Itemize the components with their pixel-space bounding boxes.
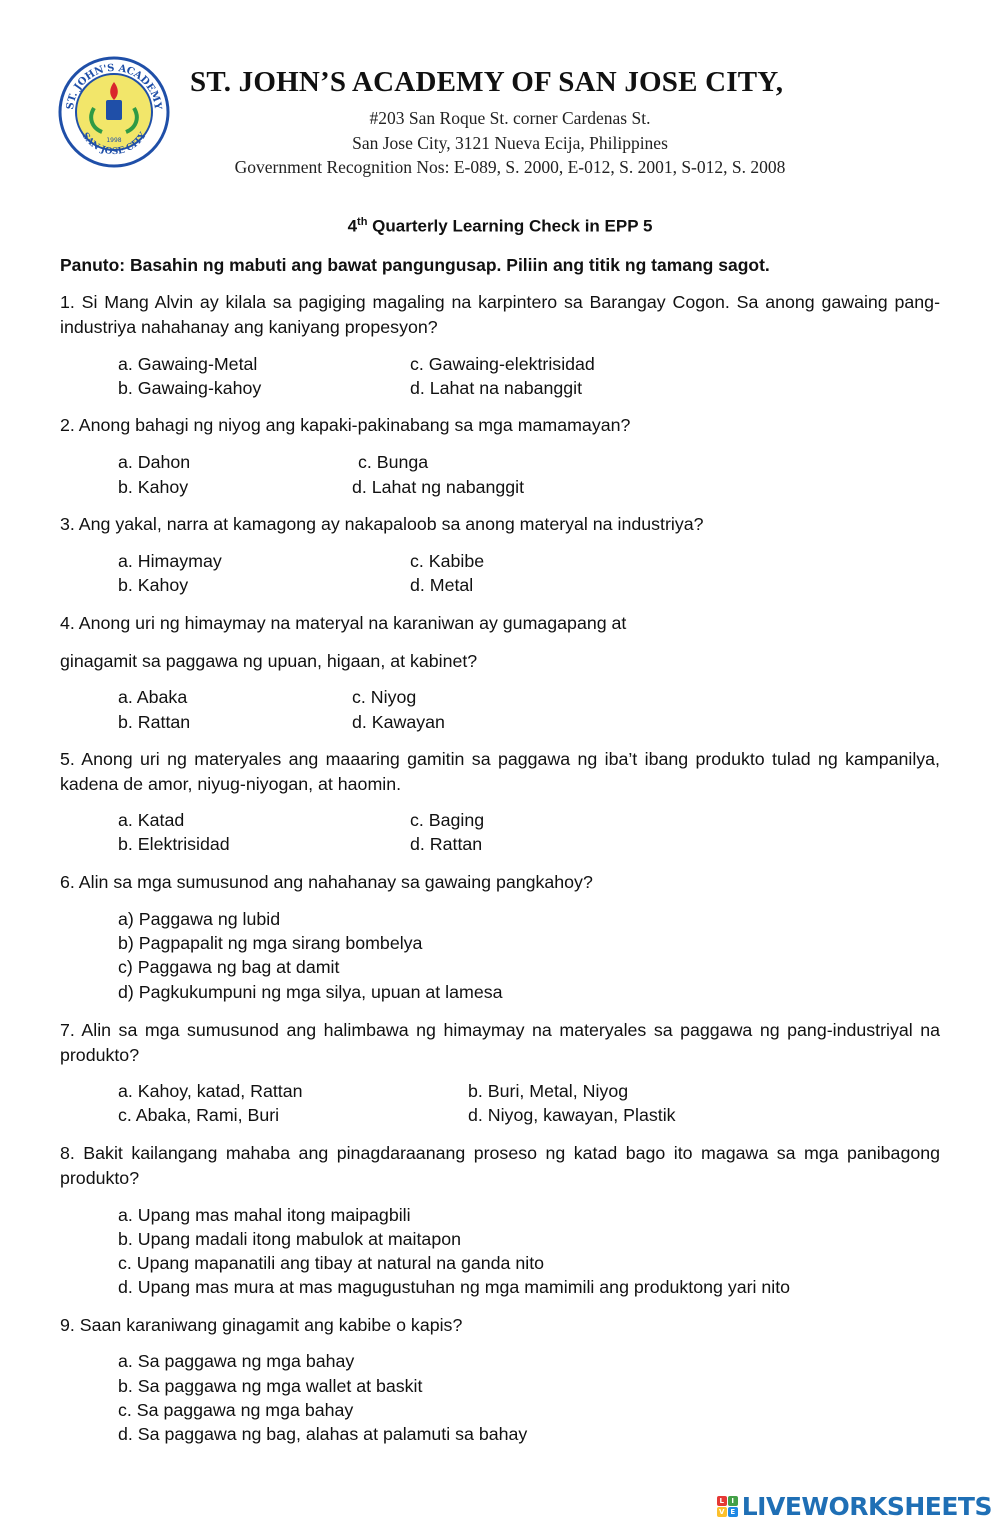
exam-title: 4th Quarterly Learning Check in EPP 5 xyxy=(347,216,653,236)
q6-choice-b[interactable]: b) Pagpapalit ng mga sirang bombelya xyxy=(118,933,423,953)
q7-choice-d[interactable]: d. Niyog, kawayan, Plastik xyxy=(468,1105,676,1125)
q2-choice-a[interactable]: a. Dahon xyxy=(118,452,191,472)
question-7: 7. Alin sa mga sumusunod ang halimbawa ng himaymay na materyales sa paggawa ng pang-industriyal na produkto? xyxy=(60,1020,940,1065)
q7-choice-b[interactable]: b. Buri, Metal, Niyog xyxy=(468,1081,629,1101)
q9-choice-a[interactable]: a. Sa paggawa ng mga bahay xyxy=(118,1351,355,1371)
q3-choice-d[interactable]: d. Metal xyxy=(410,575,474,595)
q7-choice-a[interactable]: a. Kahoy, katad, Rattan xyxy=(118,1081,303,1101)
q4-choice-a[interactable]: a. Abaka xyxy=(118,687,188,707)
question-2: 2. Anong bahagi ng niyog ang kapaki-pakinabang sa mga mamamayan? xyxy=(60,415,631,435)
q2-choice-b[interactable]: b. Kahoy xyxy=(118,477,189,497)
q1-choice-a[interactable]: a. Gawaing-Metal xyxy=(118,354,258,374)
question-3: 3. Ang yakal, narra at kamagong ay nakapaloob sa anong materyal na industriya? xyxy=(60,514,704,534)
school-logo xyxy=(58,56,170,168)
question-1: 1. Si Mang Alvin ay kilala sa pagiging magaling na karpintero sa Barangay Cogon. Sa anong gawaing pang-industriya nahahanay ang kaniyang propesyon? xyxy=(60,292,940,337)
q9-choice-d[interactable]: d. Sa paggawa ng bag, alahas at palamuti sa bahay xyxy=(118,1424,528,1444)
q5-choice-a[interactable]: a. Katad xyxy=(118,810,185,830)
q6-choice-a[interactable]: a) Paggawa ng lubid xyxy=(118,909,281,929)
q4-choice-c[interactable]: c. Niyog xyxy=(352,687,417,707)
question-8: 8. Bakit kailangang mahaba ang pinagdaraanang proseso ng katad bago ito magawa sa mga panibagong produkto? xyxy=(60,1143,940,1188)
q3-choice-b[interactable]: b. Kahoy xyxy=(118,575,189,595)
wm-cell: I xyxy=(728,1496,738,1506)
wm-cell: L xyxy=(717,1496,727,1506)
wm-cell: V xyxy=(717,1507,727,1517)
q4-choice-d[interactable]: d. Kawayan xyxy=(352,712,445,732)
directions: Panuto: Basahin ng mabuti ang bawat pangungusap. Piliin ang titik ng tamang sagot. xyxy=(60,255,770,275)
q2-choice-d[interactable]: d. Lahat ng nabanggit xyxy=(352,477,525,497)
q1-choice-d[interactable]: d. Lahat na nabanggit xyxy=(410,378,583,398)
q4-choice-b[interactable]: b. Rattan xyxy=(118,712,191,732)
q8-choice-d[interactable]: d. Upang mas mura at mas magugustuhan ng mga mamimili ang produktong yari nito xyxy=(118,1277,791,1297)
q8-choice-b[interactable]: b. Upang madali itong mabulok at maitapon xyxy=(118,1229,461,1249)
logo-bottom-text: SAN JOSE CITY xyxy=(79,131,149,158)
question-6: 6. Alin sa mga sumusunod ang nahahanay sa gawaing pangkahoy? xyxy=(60,872,593,892)
school-name: ST. JOHN’S ACADEMY OF SAN JOSE CITY, xyxy=(190,66,784,98)
q5-choice-b[interactable]: b. Elektrisidad xyxy=(118,834,230,854)
question-9: 9. Saan karaniwang ginagamit ang kabibe o kapis? xyxy=(60,1315,463,1335)
q9-choice-c[interactable]: c. Sa paggawa ng mga bahay xyxy=(118,1400,354,1420)
liveworksheets-logo-icon xyxy=(717,1496,738,1517)
q3-choice-c[interactable]: c. Kabibe xyxy=(410,551,485,571)
q6-choice-d[interactable]: d) Pagkukumpuni ng mga silya, upuan at lamesa xyxy=(118,982,503,1002)
question-5: 5. Anong uri ng materyales ang maaaring gamitin sa paggawa ng iba’t ibang produkto tulad ng kampanilya, kadena de amor, niyug-niyogan, at haomin. xyxy=(60,749,940,794)
wm-cell: E xyxy=(728,1507,738,1517)
logo-year: 1998 xyxy=(106,137,122,144)
logo-top-text: ST. JOHN'S ACADEMY xyxy=(64,62,164,111)
q9-choice-b[interactable]: b. Sa paggawa ng mga wallet at baskit xyxy=(118,1376,423,1396)
q3-choice-a[interactable]: a. Himaymay xyxy=(118,551,222,571)
q8-choice-a[interactable]: a. Upang mas mahal itong maipagbili xyxy=(118,1205,411,1225)
q2-choice-c[interactable]: c. Bunga xyxy=(358,452,429,472)
logo-shield xyxy=(106,100,122,120)
question-4: 4. Anong uri ng himaymay na materyal na karaniwan ay gumagapang at xyxy=(60,613,627,633)
liveworksheets-text: LIVEWORKSHEETS xyxy=(741,1491,992,1521)
q8-choice-c[interactable]: c. Upang mapanatili ang tibay at natural na ganda nito xyxy=(118,1253,545,1273)
q1-choice-c[interactable]: c. Gawaing-elektrisidad xyxy=(410,354,595,374)
recognition-line: Government Recognition Nos: E-089, S. 2000, E-012, S. 2001, S-012, S. 2008 xyxy=(234,157,786,177)
q5-choice-d[interactable]: d. Rattan xyxy=(410,834,483,854)
address-line-2: San Jose City, 3121 Nueva Ecija, Philippines xyxy=(352,133,668,153)
question-4-line-2: ginagamit sa paggawa ng upuan, higaan, at kabinet? xyxy=(60,651,478,671)
q5-choice-c[interactable]: c. Baging xyxy=(410,810,485,830)
q7-choice-c[interactable]: c. Abaka, Rami, Buri xyxy=(118,1105,280,1125)
q1-choice-b[interactable]: b. Gawaing-kahoy xyxy=(118,378,262,398)
address-line-1: #203 San Roque St. corner Cardenas St. xyxy=(369,108,651,128)
q6-choice-c[interactable]: c) Paggawa ng bag at damit xyxy=(118,957,340,977)
liveworksheets-watermark xyxy=(717,1491,992,1521)
